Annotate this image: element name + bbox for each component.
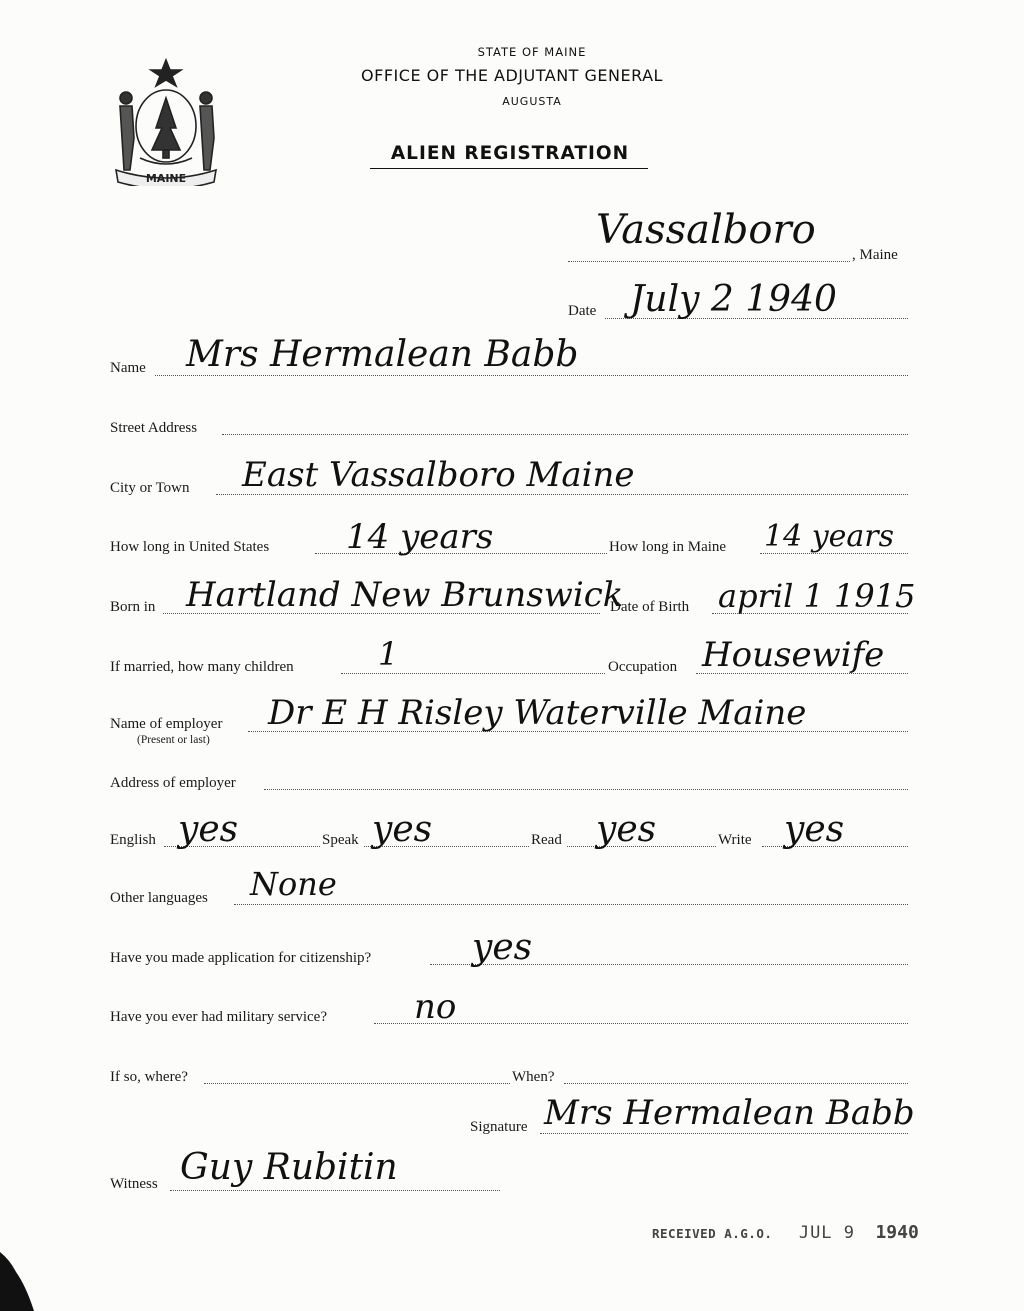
street-address-label: Street Address xyxy=(110,420,198,436)
name-label: Name xyxy=(110,360,146,376)
place-value: Vassalboro xyxy=(596,207,816,253)
witness-label: Witness xyxy=(110,1176,158,1192)
read-label: Read xyxy=(531,832,562,848)
children-value: 1 xyxy=(378,635,399,673)
city-label: City or Town xyxy=(110,480,190,496)
english-label: English xyxy=(110,832,156,848)
write-value: yes xyxy=(784,809,845,850)
date-of-birth-value: april 1 1915 xyxy=(718,577,916,615)
children-line xyxy=(341,673,605,674)
when-label: When? xyxy=(512,1069,555,1085)
born-in-label: Born in xyxy=(110,599,156,615)
signature-line xyxy=(540,1133,908,1134)
date-of-birth-label: Date of Birth xyxy=(610,599,690,615)
signature-label: Signature xyxy=(470,1119,528,1135)
how-long-maine-label: How long in Maine xyxy=(609,539,727,555)
received-stamp-year: 1940 xyxy=(875,1222,919,1243)
where-line xyxy=(204,1083,510,1084)
where-label: If so, where? xyxy=(110,1069,188,1085)
employer-label: Name of employer xyxy=(110,716,223,732)
name-line xyxy=(155,375,908,376)
signature-value: Mrs Hermalean Babb xyxy=(544,1093,915,1133)
employer-value: Dr E H Risley Waterville Maine xyxy=(268,693,807,733)
witness-line xyxy=(170,1190,500,1191)
received-stamp-text: RECEIVED A.G.O. xyxy=(652,1226,773,1241)
occupation-label: Occupation xyxy=(608,659,678,675)
citizenship-value: yes xyxy=(472,927,533,968)
write-label: Write xyxy=(718,832,752,848)
received-stamp-date: JUL 9 xyxy=(798,1223,856,1243)
title-underline xyxy=(370,168,648,169)
employer-sublabel: (Present or last) xyxy=(137,734,210,746)
state-heading: STATE OF MAINE xyxy=(477,45,587,59)
how-long-maine-value: 14 years xyxy=(764,519,895,554)
place-suffix: , Maine xyxy=(852,247,898,263)
how-long-us-value: 14 years xyxy=(346,517,494,557)
born-in-value: Hartland New Brunswick xyxy=(186,575,624,615)
speak-value: yes xyxy=(372,809,433,850)
children-label: If married, how many children xyxy=(110,659,294,675)
other-languages-value: None xyxy=(250,865,337,903)
city-heading: AUGUSTA xyxy=(502,95,562,108)
name-value: Mrs Hermalean Babb xyxy=(186,334,579,375)
citizenship-label: Have you made application for citizenship? xyxy=(110,950,372,966)
date-value: July 2 1940 xyxy=(630,279,837,320)
date-label: Date xyxy=(568,303,597,319)
street-address-line xyxy=(222,434,908,435)
other-languages-line xyxy=(234,904,908,905)
employer-address-line xyxy=(264,789,908,790)
state-seal-icon xyxy=(110,58,222,186)
torn-corner-shape xyxy=(0,1252,34,1311)
city-value: East Vassalboro Maine xyxy=(242,455,635,495)
english-value: yes xyxy=(178,809,239,850)
speak-label: Speak xyxy=(322,832,359,848)
place-line xyxy=(568,261,850,262)
form-title: ALIEN REGISTRATION xyxy=(390,143,630,164)
svg-text:MAINE: MAINE xyxy=(145,172,187,185)
occupation-value: Housewife xyxy=(702,635,885,675)
when-line xyxy=(564,1083,908,1084)
military-label: Have you ever had military service? xyxy=(110,1009,327,1025)
read-value: yes xyxy=(596,809,657,850)
employer-address-label: Address of employer xyxy=(110,775,236,791)
witness-value: Guy Rubitin xyxy=(180,1147,398,1188)
military-value: no xyxy=(414,987,457,1027)
received-stamp xyxy=(652,1222,919,1243)
other-languages-label: Other languages xyxy=(110,890,208,906)
office-heading: OFFICE OF THE ADJUTANT GENERAL xyxy=(361,66,663,85)
how-long-us-label: How long in United States xyxy=(110,539,270,555)
